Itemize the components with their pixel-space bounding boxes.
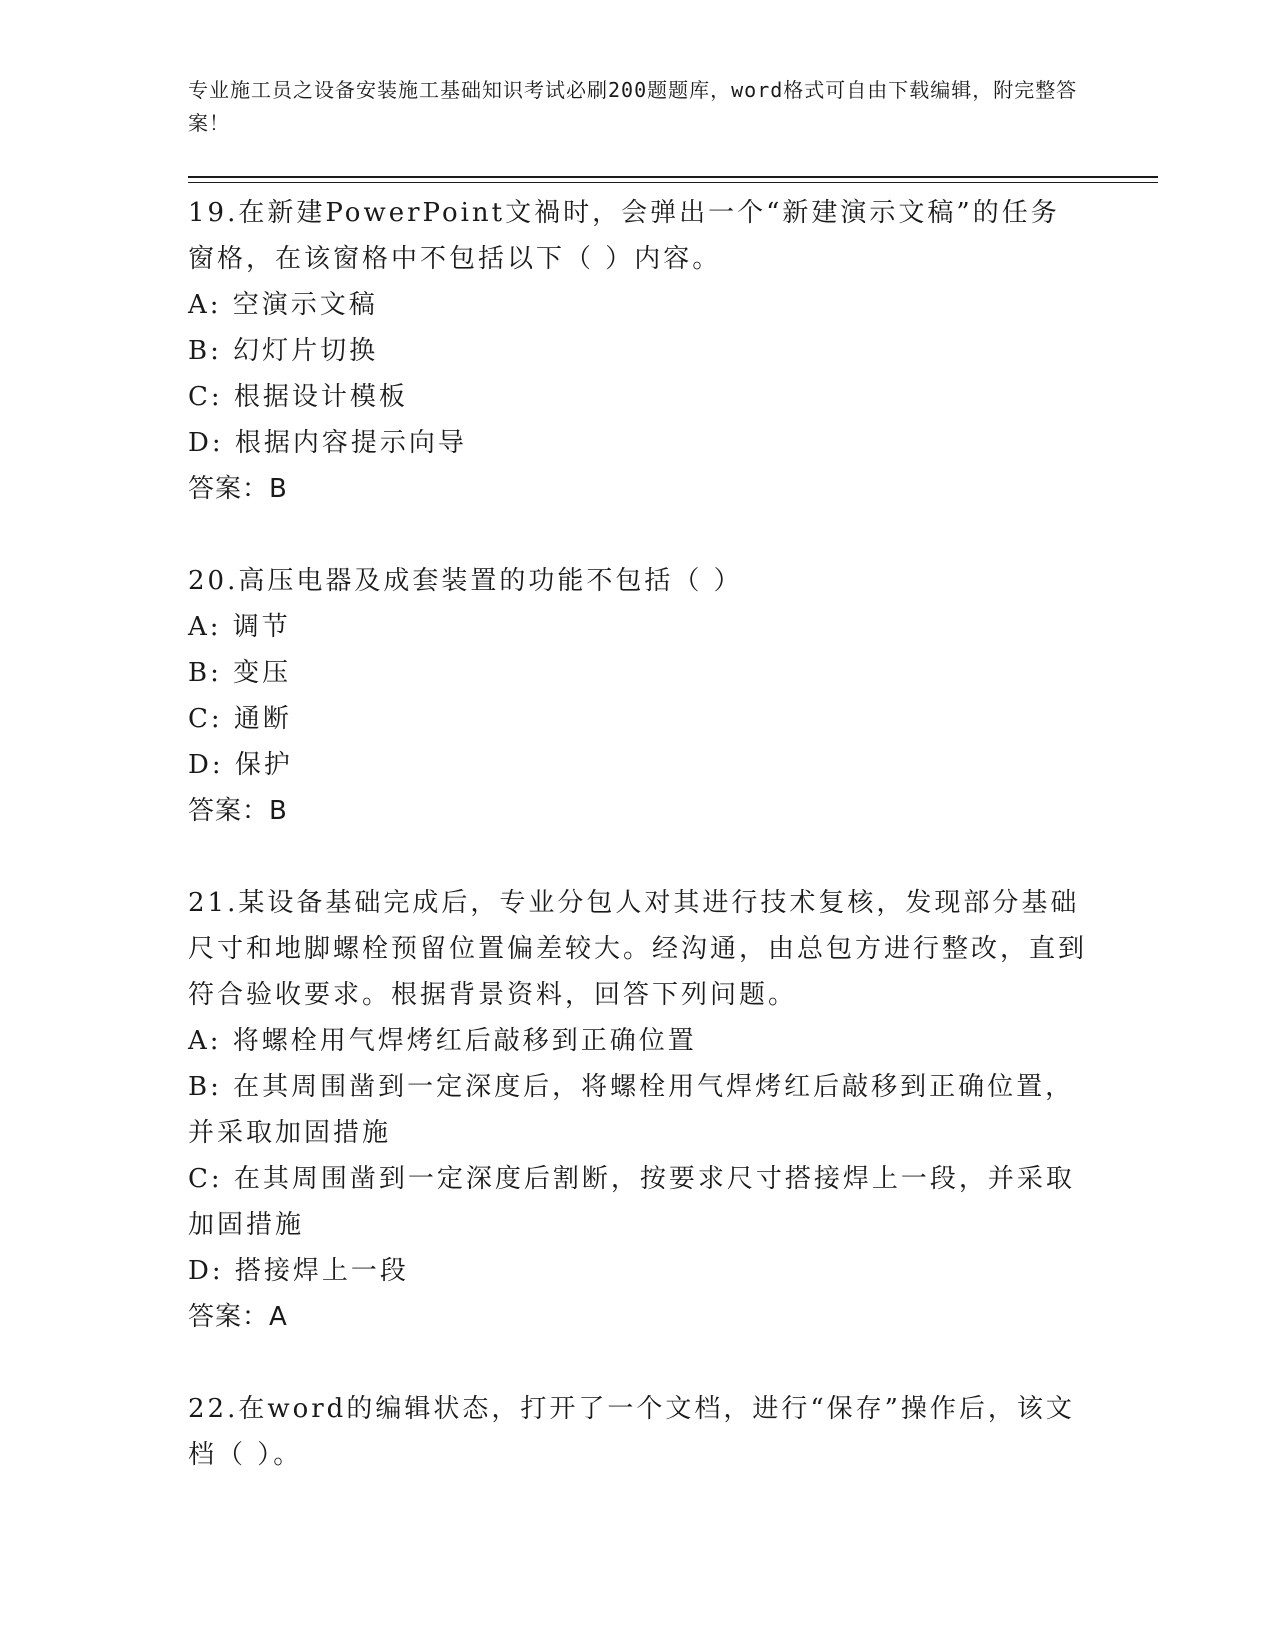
option-c: C: 通断	[188, 704, 292, 734]
header-divider-thick	[188, 176, 1158, 178]
option-a: A: 将螺栓用气焊烤红后敲移到正确位置	[188, 1026, 697, 1056]
option-b: B: 在其周围凿到一定深度后，将螺栓用气焊烤红后敲移到正确位置，并采取加固措施	[188, 1072, 1075, 1148]
option-c: C: 在其周围凿到一定深度后割断，按要求尺寸搭接焊上一段，并采取加固措施	[188, 1164, 1075, 1240]
option-b: B: 变压	[188, 658, 292, 688]
question-stem: 21.某设备基础完成后，专业分包人对其进行技术复核，发现部分基础尺寸和地脚螺栓预留位置偏差较大。经沟通，由总包方进行整改，直到符合验收要求。根据背景资料，回答下列问题。	[188, 888, 1088, 1010]
option-a: A: 空演示文稿	[188, 290, 378, 320]
option-d: D: 搭接焊上一段	[188, 1256, 409, 1286]
header-divider-thin	[188, 182, 1158, 183]
answer: 答案：B	[188, 474, 288, 504]
answer: 答案：A	[188, 1302, 288, 1332]
question-stem: 22.在word的编辑状态，打开了一个文档，进行“保存”操作后，该文档（ ）。	[188, 1394, 1075, 1470]
option-b: B: 幻灯片切换	[188, 336, 379, 366]
question-stem: 20.高压电器及成套装置的功能不包括（ ）	[188, 566, 743, 596]
option-c: C: 根据设计模板	[188, 382, 408, 412]
document-header: 专业施工员之设备安装施工基础知识考试必刷200题题库，word格式可自由下载编辑，附完整答案！	[188, 78, 1078, 135]
answer: 答案：B	[188, 796, 288, 826]
option-a: A: 调节	[188, 612, 291, 642]
question-22	[188, 1386, 1088, 1478]
question-20	[188, 558, 1088, 834]
option-d: D: 根据内容提示向导	[188, 428, 467, 458]
question-19	[188, 190, 1088, 512]
question-list	[188, 190, 1088, 1524]
question-stem: 19.在新建PowerPoint文禍时，会弹出一个“新建演示文稿”的任务窗格，在该窗格中不包括以下（ ）内容。	[188, 198, 1060, 274]
option-d: D: 保护	[188, 750, 293, 780]
question-21	[188, 880, 1088, 1340]
